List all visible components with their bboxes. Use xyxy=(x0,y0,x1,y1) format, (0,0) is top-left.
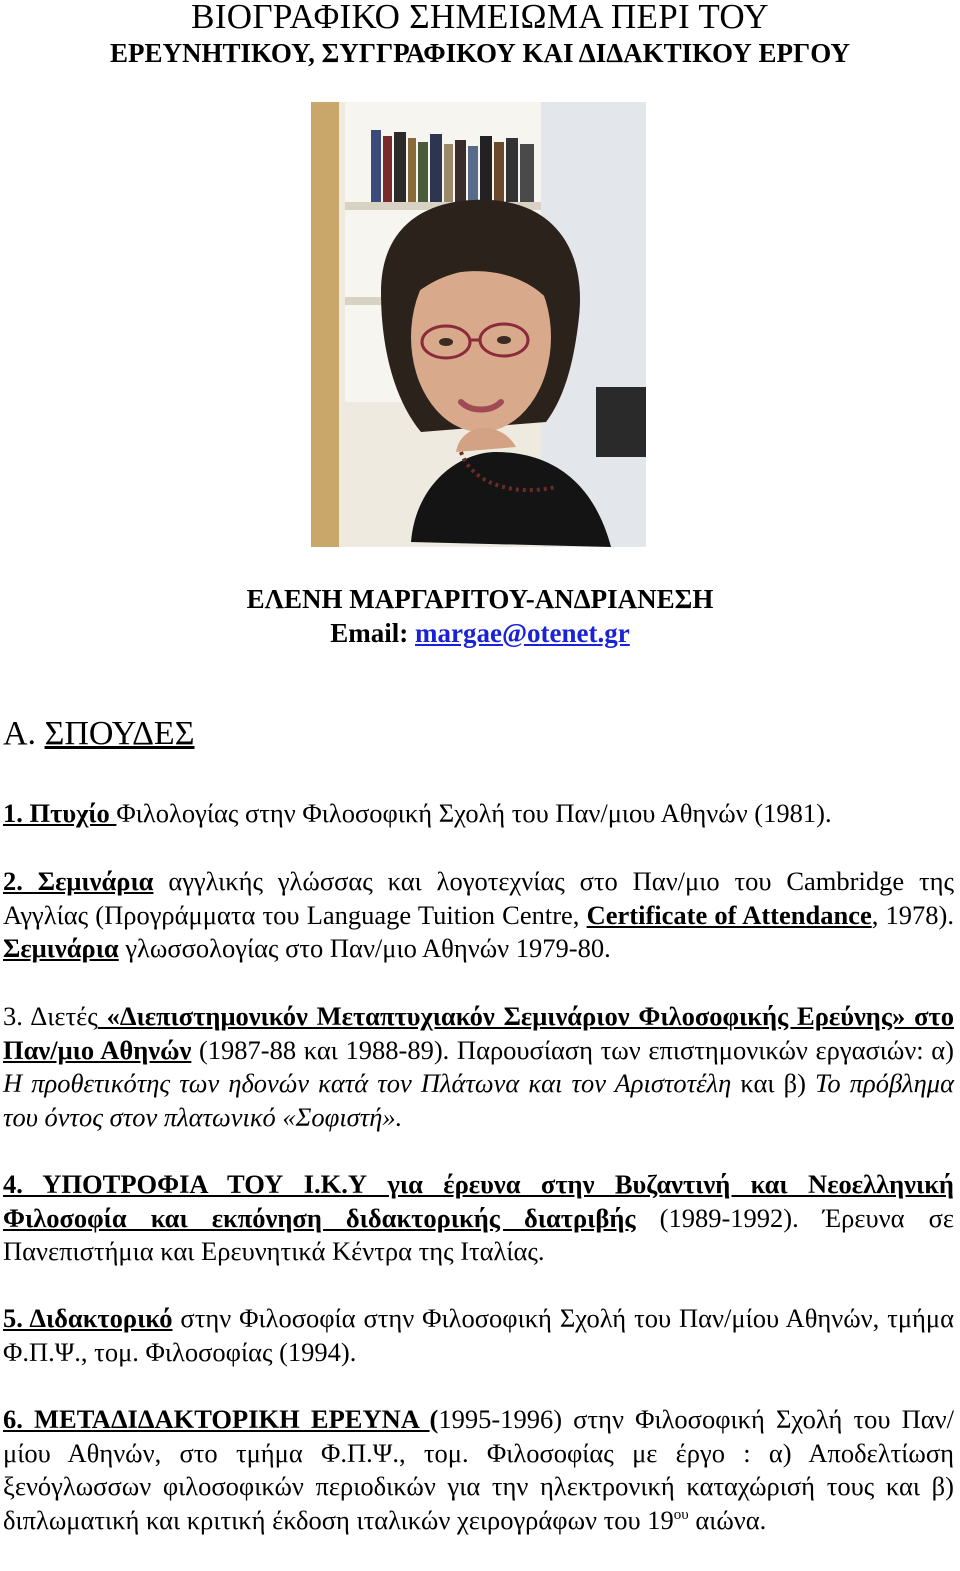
study-item-1-title: 1. Πτυχίο xyxy=(3,798,117,828)
author-portrait-photo xyxy=(311,102,646,547)
study-item-3-title: «Διεπιστημονικόν Μεταπτυχιακόν Σεμινάριον Φιλοσοφικής Ερεύνης» στο Παν/μιο Αθηνών xyxy=(3,1001,954,1065)
study-item-3-paper1: Η προθετικότης των ηδονών κατά τον Πλάτωνα και τον Αριστοτέλη xyxy=(3,1068,732,1098)
section-heading-prefix: Α. xyxy=(3,715,45,752)
study-item-4-title: 4. ΥΠΟΤΡΟΦΙΑ ΤΟΥ Ι.Κ.Υ για έρευνα στην Βυζαντινή και Νεοελληνική Φιλοσοφία και εκπόνηση διδακτορικής διατριβής xyxy=(3,1169,954,1233)
study-item-3-num: 3. xyxy=(3,1001,31,1031)
study-item-5-title: 5. Διδακτορικό xyxy=(3,1303,173,1333)
study-item-6-superscript: ου xyxy=(673,1506,689,1523)
study-item-3-text2: (1987-88 και 1988-89). Παρουσίαση των επιστημονικών εργασιών: α) xyxy=(191,1034,955,1065)
study-item-2-text2: , 1978). xyxy=(871,899,955,930)
study-item-2-certificate: Certificate of Attendance xyxy=(586,899,872,930)
study-item-1 xyxy=(3,797,954,831)
study-item-6-paren: ( xyxy=(429,1404,439,1434)
section-heading-studies xyxy=(3,714,195,754)
study-item-3-text1: Διετές xyxy=(30,1001,98,1031)
author-email-line xyxy=(0,616,960,650)
email-link[interactable]: margae@otenet.gr xyxy=(414,618,630,648)
email-label: Email: xyxy=(330,618,415,648)
study-item-6 xyxy=(3,1403,954,1537)
study-item-5-text: στην Φιλοσοφία στην Φιλοσοφική Σχολή του Παν/μίου Αθηνών, τμήμα Φ.Π.Ψ., τομ. Φιλοσοφίας (1994). xyxy=(3,1303,954,1367)
portrait-illustration xyxy=(311,102,646,547)
document-title: ΒΙΟΓΡΑΦΙΚΟ ΣΗΜΕΙΩΜΑ ΠΕΡΙ ΤΟΥ xyxy=(191,0,769,36)
study-item-1-text: Φιλολογίας στην Φιλοσοφική Σχολή του Παν/μιου Αθηνών (1981). xyxy=(116,798,832,828)
study-item-5 xyxy=(3,1302,954,1369)
section-heading-text: ΣΠΟΥΔΕΣ xyxy=(44,715,195,752)
study-item-2-title: 2. Σεμινάρια xyxy=(3,866,154,896)
study-item-2-text3: γλωσσολογίας στο Παν/μιο Αθηνών 1979-80. xyxy=(118,933,611,963)
study-item-3 xyxy=(3,1000,954,1134)
document-subtitle: ΕΡΕΥΝΗΤΙΚΟΥ, ΣΥΓΓΡΑΦΙΚΟΥ ΚΑΙ ΔΙΔΑΚΤΙΚΟΥ ΕΡΓΟΥ xyxy=(109,38,851,68)
study-item-4-text: (1989-1992). Έρευνα σε Πανεπιστήμια και Ερευνητικά Κέντρα της Ιταλίας. xyxy=(3,1202,954,1266)
study-item-3-text3: και β) xyxy=(731,1068,816,1098)
study-item-6-title: 6. ΜΕΤΑΔΙΔΑΚΤΟΡΙΚΗ ΕΡΕΥΝΑ xyxy=(3,1404,430,1434)
study-item-2-text1: αγγλικής γλώσσας και λογοτεχνίας στο Παν/μιο του Cambridge της Αγγλίας (Προγράμματα του Language Tuition Centre, xyxy=(3,866,954,930)
author-name: ΕΛΕΝΗ ΜΑΡΓΑΡΙΤΟΥ-ΑΝΔΡΙΑΝΕΣΗ xyxy=(246,584,714,614)
study-item-6-text: 1995-1996) στην Φιλοσοφική Σχολή του Παν/μίου Αθηνών, στο τμήμα Φ.Π.Ψ., τομ. Φιλοσοφίας με έργο : α) Αποδελτίωση ξενόγλωσσων φιλοσοφικών περιοδικών για την ηλεκτρονική καταχώρισή τους και β) διπλωματική και κριτική έκδοση ιταλικών χειρογράφων του 19 xyxy=(3,1404,954,1535)
study-item-2-title2: Σεμινάρια xyxy=(3,933,119,963)
study-item-2 xyxy=(3,865,954,966)
study-item-6-end: αιώνα. xyxy=(688,1504,767,1535)
study-item-4 xyxy=(3,1168,954,1269)
study-item-3-paper2: Το πρόβλημα του όντος στον πλατωνικό «Σοφιστή». xyxy=(3,1068,954,1132)
